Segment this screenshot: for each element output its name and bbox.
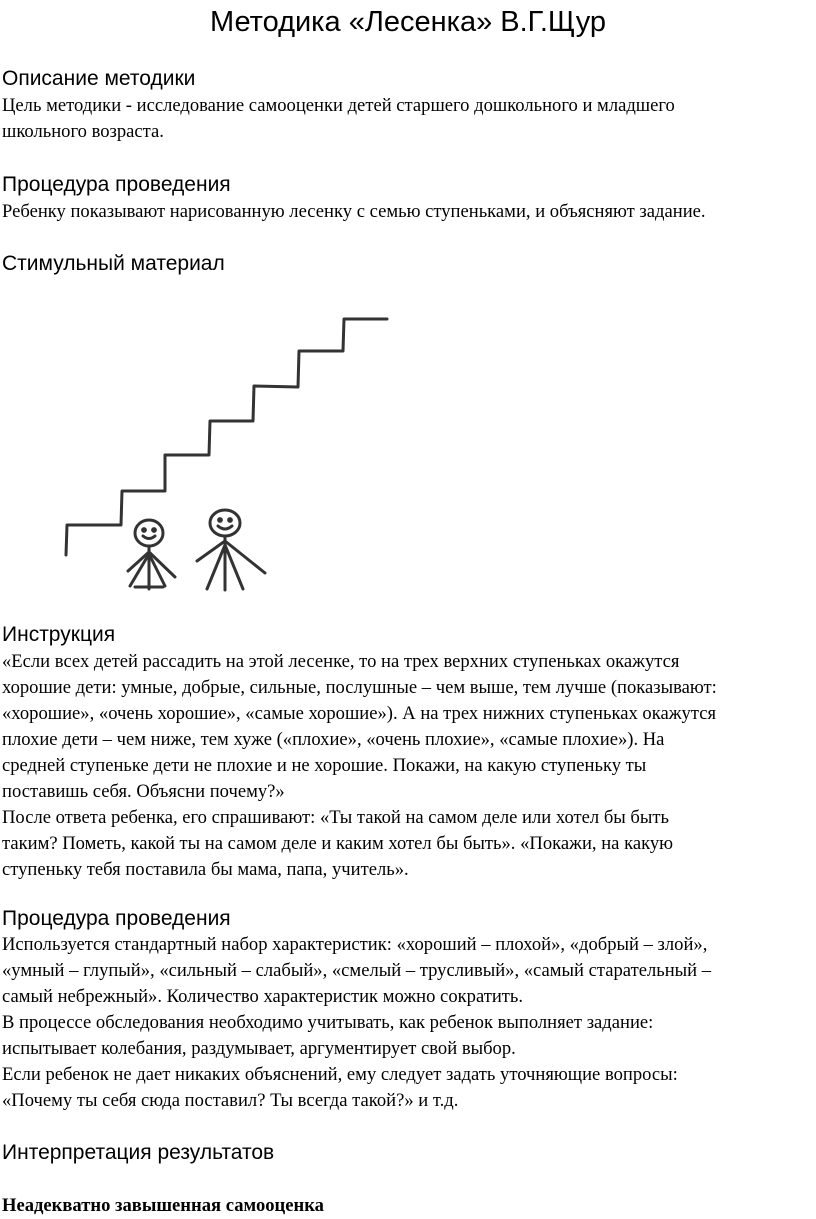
- text-line: Цель методики - исследование самооценки детей старшего дошкольного и младшего: [2, 95, 675, 116]
- section-heading-interpretation: Интерпретация результатов: [2, 1141, 275, 1164]
- text-line: «умный – глупый», «сильный – слабый», «смелый – трусливый», «самый старательный –: [2, 960, 712, 981]
- text-line: поставишь себя. Объясни почему?»: [2, 781, 285, 802]
- text-line: таким? Пометь, какой ты на самом деле и каким хотел бы быть». «Покажи, на какую: [2, 833, 674, 854]
- section-body-procedure: [2, 199, 814, 225]
- text-line: «Почему ты себя сюда поставил? Ты всегда такой?» и т.д.: [2, 1090, 459, 1111]
- section-heading-procedure: Процедура проведения: [2, 173, 231, 196]
- text-line: ступеньку тебя поставила бы мама, папа, учитель».: [2, 859, 409, 880]
- text-line: Используется стандартный набор характеристик: «хороший – плохой», «добрый – злой»,: [2, 934, 708, 955]
- section-subheading-inflated-self-esteem: Неадекватно завышенная самооценка: [2, 1195, 324, 1216]
- section-heading-stimulus: Стимульный материал: [2, 252, 225, 275]
- text-line: школьного возраста.: [2, 121, 164, 142]
- staircase-outline: [66, 319, 387, 555]
- section-heading-procedure-2: Процедура проведения: [2, 907, 231, 930]
- text-line: хорошие дети: умные, добрые, сильные, послушные – чем выше, тем лучше (показывают:: [2, 677, 717, 698]
- section-heading-description: Описание методики: [2, 67, 196, 90]
- section-heading-instruction: Инструкция: [2, 623, 116, 646]
- text-line: средней ступеньке дети не плохие и не хорошие. Покажи, на какую ступеньку ты: [2, 755, 647, 776]
- text-line: «Если всех детей рассадить на этой лесенке, то на трех верхних ступеньках окажутся: [2, 651, 680, 672]
- section-body-description: [2, 93, 814, 145]
- text-line: «хорошие», «очень хорошие», «самые хорошие»). А на трех нижних ступеньках окажутся: [2, 703, 716, 724]
- section-body-instruction: [2, 649, 814, 883]
- text-line: Ребенку показывают нарисованную лесенку с семью ступеньками, и объясняют задание.: [2, 201, 706, 222]
- text-line: плохие дети – чем ниже, тем хуже («плохие», «очень плохие», «самые плохие»). На: [2, 729, 665, 750]
- text-line: самый небрежный». Количество характеристик можно сократить.: [2, 986, 524, 1007]
- text-line: После ответа ребенка, его спрашивают: «Ты такой на самом деле или хотел бы быть: [2, 807, 669, 828]
- section-body-procedure-2: [2, 932, 814, 1114]
- child-figure-small: [128, 520, 175, 589]
- text-line: испытывает колебания, раздумывает, аргументирует свой выбор.: [2, 1038, 516, 1059]
- ladder-illustration: [55, 305, 395, 595]
- text-line: В процессе обследования необходимо учитывать, как ребенок выполняет задание:: [2, 1012, 654, 1033]
- child-figure-tall: [197, 510, 265, 590]
- document-title: Методика «Лесенка» В.Г.Щур: [209, 6, 607, 38]
- text-line: Если ребенок не дает никаких объяснений, ему следует задать уточняющие вопросы:: [2, 1064, 678, 1085]
